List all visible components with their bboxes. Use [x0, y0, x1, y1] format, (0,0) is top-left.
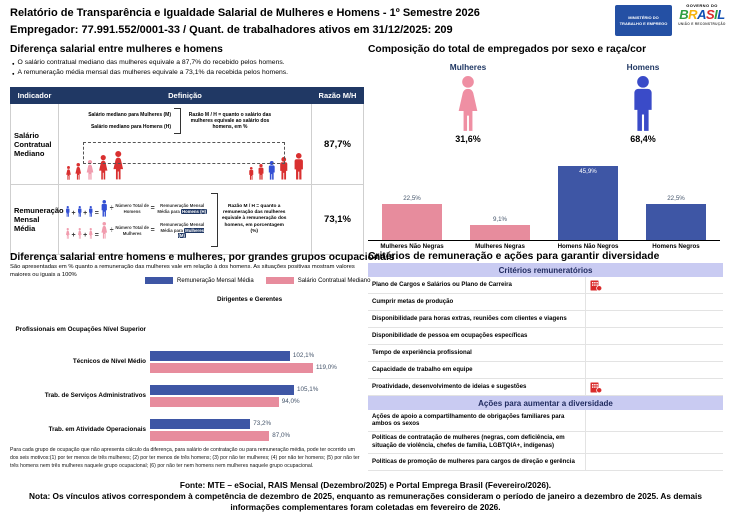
bracket-shape [174, 108, 181, 134]
composition-bar-group [544, 166, 632, 240]
bar-value-label: 22,5% [667, 194, 685, 202]
criteria-value-cell [585, 410, 723, 431]
report-footer [0, 480, 731, 512]
criteria-label: Disponibilidade para horas extras, reuniões com clientes e viagens [372, 315, 567, 323]
remuneration-criteria-header: Critérios remuneratórios [368, 263, 723, 277]
bar-value-label: 45,9% [579, 168, 597, 175]
legend-label: Salário Contratual Mediano [297, 277, 371, 284]
criteria-row [368, 294, 723, 311]
criteria-value-cell [585, 294, 723, 310]
man-pictogram-icon [629, 76, 657, 132]
indicator-cell: Remuneração Mensal Média [11, 185, 59, 255]
composition-bar-chart [368, 158, 720, 241]
ministry-logo [615, 5, 672, 36]
category-label: Homens Negros [652, 243, 700, 250]
group-bars [150, 351, 337, 373]
occupational-group [10, 383, 362, 408]
criteria-row [368, 362, 723, 379]
criteria-value-cell [585, 432, 723, 453]
woman-pictogram-icon [74, 163, 83, 180]
bar-row [150, 419, 290, 429]
criteria-label: Políticas de promoção de mulheres para cargos de direção e gerência [372, 457, 575, 465]
diff-bullets [12, 59, 364, 79]
median-women-label: Salário mediano para Mulheres (M) [88, 112, 171, 118]
men-result-chip: Homens (H) [181, 208, 207, 214]
man-pictogram-icon [100, 200, 109, 217]
bar [150, 397, 279, 407]
page-title: Relatório de Transparência e Igualdade Salarial de Mulheres e Homens - 1º Semestre 2026 [10, 7, 480, 19]
criterion-marker-icon [590, 382, 602, 393]
bar-row [150, 351, 337, 361]
women-result-label [156, 222, 208, 238]
col-header-razao: Razão M/H [312, 88, 364, 104]
criteria-label: Proatividade, desenvolvimento de ideias e sugestões [372, 383, 527, 391]
gov-logo-top-text: GOVERNO DO [686, 3, 718, 8]
criteria-label: Tempo de experiência profissional [372, 349, 472, 357]
criteria-label: Ações de apoio a compartilhamento de obrigações familiares para ambos os sexos [372, 412, 565, 428]
bullet-item: ● A remuneração média mensal das mulheres equivale a 73,1% da recebida pelos homens. [12, 69, 364, 76]
ratio-definition-text: Razão M / H = quanto o salário das mulheres equivale ao salário dos homens, em % [188, 111, 272, 131]
ratio-value: 73,1% [312, 185, 364, 255]
criteria-row [368, 432, 723, 454]
occupational-group [10, 349, 362, 374]
col-header-definicao: Definição [59, 88, 312, 104]
divide-sign: ÷ [109, 227, 114, 234]
criteria-row [368, 379, 723, 396]
bar [150, 385, 294, 395]
women-divisor-label: Número Total de Mulheres [115, 225, 149, 236]
category-label: Mulheres Não Negras [380, 243, 444, 250]
man-pictogram-icon [257, 164, 265, 180]
employer-subtitle: Empregador: 77.991.552/0001-33 / Quant. de trabalhadores ativos em 31/12/2025: 209 [10, 23, 453, 36]
group-bars [150, 419, 290, 441]
criteria-row [368, 345, 723, 362]
bar [382, 204, 442, 240]
legend-swatch-pink [266, 277, 294, 284]
criteria-label: Cumprir metas de produção [372, 298, 454, 306]
criteria-row [368, 311, 723, 328]
criteria-label: Políticas de contratação de mulheres (negras, com deficiência, em situação de violência, chefes de família, LGBTQIA+, indígenas) [372, 434, 565, 450]
woman-pictogram-icon [423, 76, 513, 132]
criteria-table [368, 263, 723, 471]
criteria-section-title: Critérios de remuneração e ações para garantir diversidade [368, 251, 660, 262]
criteria-label: Disponibilidade de pessoa em ocupações específicas [372, 332, 528, 340]
group-label: Trab. em Atividade Operacionais [48, 425, 146, 433]
legend-label: Remuneração Mensal Média [177, 277, 254, 284]
ministry-logo-text: MINISTÉRIO DO TRABALHO E EMPREGO [619, 14, 668, 26]
criteria-value-cell [585, 362, 723, 378]
women-percentage: 31,6% [455, 134, 481, 144]
criteria-value-cell [585, 379, 723, 395]
man-pictogram-icon [77, 206, 83, 217]
man-pictogram-icon [248, 167, 255, 180]
women-result-text: Remuneração Mensal Média para [160, 222, 205, 233]
woman-pictogram-icon [88, 228, 94, 239]
equals-sign: = [150, 227, 155, 234]
composition-bar-group [632, 195, 720, 240]
composition-section-title: Composição do total de empregados por sexo e raça/cor [368, 44, 647, 55]
men-divisor-label: Número Total de Homens [115, 203, 149, 214]
brasil-wordmark: BRASIL [679, 7, 725, 22]
criteria-row [368, 328, 723, 345]
bar-value-label: 102,1% [292, 352, 315, 359]
table-row [11, 104, 364, 185]
criteria-value-cell [585, 311, 723, 327]
bar-value-label: 9,1% [492, 216, 508, 224]
criteria-row [368, 277, 723, 294]
men-percentage: 68,4% [630, 134, 656, 144]
equals-sign: = [150, 205, 155, 212]
bar [470, 225, 530, 240]
women-result-chip: Mulheres (M) [178, 227, 204, 239]
table-row [11, 185, 364, 255]
group-label: Dirigentes e Gerentes [217, 295, 283, 303]
composition-category-labels [368, 243, 720, 250]
definition-cell [59, 185, 312, 255]
criteria-value-cell [585, 328, 723, 344]
remuneration-criteria-rows [368, 277, 723, 396]
composition-bar-group [456, 216, 544, 240]
criteria-value-cell [585, 454, 723, 470]
criteria-label: Capacidade de trabalho em equipe [372, 366, 473, 374]
criteria-row [368, 410, 723, 432]
bar-value-label: 22,5% [403, 194, 421, 202]
bullet-item: ● O salário contratual mediano das mulheres equivale a 87,7% do recebido pelos homens. [12, 59, 364, 66]
gov-logo-tagline: UNIÃO E RECONSTRUÇÃO [678, 21, 726, 26]
men-summary [598, 62, 688, 144]
bar [150, 351, 290, 361]
composition-bar-group [368, 195, 456, 240]
criteria-value-cell [585, 345, 723, 361]
bar [150, 419, 250, 429]
group-bars [150, 385, 318, 407]
ratio-definition-text: Razão M / H = quanto a remuneração das mulheres equivale à remuneração dos homens, em porcentagem (%) [221, 203, 287, 234]
bar [558, 166, 618, 240]
criteria-label: Plano de Cargos e Salários ou Plano de Carreira [372, 281, 512, 289]
bar-row [150, 363, 337, 373]
men-label: Homens [626, 62, 660, 72]
bar [150, 363, 313, 373]
col-header-indicador: Indicador [11, 88, 59, 104]
criteria-value-cell [585, 277, 723, 293]
woman-pictogram-icon [65, 228, 71, 239]
bar [646, 204, 706, 240]
occupational-caption: São apresentadas em % quanto a remuneração das mulheres vale em relação à dos homens. As situações positivas mostram valores maiores ou iguais a 100% [10, 264, 355, 278]
bracket-shape [211, 193, 218, 247]
legend-item [145, 277, 254, 284]
median-men-label: Salário mediano para Homens (H) [90, 124, 171, 130]
women-summary [423, 62, 513, 144]
diversity-actions-header: Ações para aumentar a diversidade [368, 396, 723, 410]
occupational-section-title: Diferença salarial entre homens e mulheres, por grandes grupos ocupacionais [10, 252, 395, 263]
diversity-actions-rows [368, 410, 723, 471]
gov-brasil-logo [677, 3, 727, 41]
bar-value-label: 73,2% [253, 420, 272, 427]
woman-pictogram-icon [77, 228, 83, 239]
median-dashed-box [83, 142, 285, 164]
bar-row [150, 385, 318, 395]
legend-item [266, 277, 371, 284]
criteria-row [368, 454, 723, 471]
men-result-text: Remuneração Mensal Média para [157, 203, 205, 214]
man-pictogram-icon [88, 206, 94, 217]
men-pictograms: + + = [65, 200, 108, 217]
bar-row [150, 431, 290, 441]
legend-swatch-blue [145, 277, 173, 284]
bar-value-label: 94,0% [281, 398, 300, 405]
women-label: Mulheres [449, 62, 487, 72]
occupational-footnote: Para cada grupo de ocupação que não apresenta cálculo da diferença, para salário de contratação ou para remuneração média, pode ter ocorrido um dos seis motivos:(1) por ter menos de três mulheres; (2) por ter menos de três homens; (3) por não ter mulheres; (4) por não ter homens; (5) por não ter três homens nem três mulheres naquele grupo ocupacional; (6) por não ter nem homens nem mulheres naquele grupo ocupacional. [10, 447, 360, 469]
woman-pictogram-icon [100, 222, 109, 239]
man-pictogram-icon [598, 76, 688, 132]
man-pictogram-icon [292, 153, 306, 180]
men-average-formula [65, 200, 208, 217]
ratio-value: 87,7% [312, 104, 364, 185]
women-average-formula [65, 222, 208, 239]
bar [150, 431, 269, 441]
occupational-group [10, 319, 362, 340]
report-header [10, 5, 610, 38]
occupational-group [10, 417, 362, 442]
occupational-bar-chart [10, 289, 362, 451]
source-line: Fonte: MTE – eSocial, RAIS Mensal (Dezembro/2025) e Portal Emprega Brasil (Fevereiro/2026). [179, 480, 552, 490]
criterion-marker-icon [590, 280, 602, 291]
woman-pictogram-icon [65, 166, 72, 180]
category-label: Homens Não Negros [557, 243, 619, 250]
bar-value-label: 119,0% [316, 364, 337, 371]
man-pictogram-icon [65, 206, 71, 217]
indicator-cell: Salário Contratual Mediano [11, 104, 59, 185]
indicator-table [10, 87, 364, 255]
divide-sign: ÷ [109, 205, 114, 212]
diff-section-title: Diferença salarial entre mulheres e homens [10, 44, 223, 55]
occupational-group [10, 289, 362, 310]
women-pictograms: + + = [65, 222, 108, 239]
group-label: Trab. de Serviços Administrativos [44, 391, 146, 399]
woman-pictogram-icon [454, 76, 482, 132]
men-result-label [156, 203, 208, 214]
group-label: Técnicos de Nível Médio [72, 357, 146, 365]
category-label: Mulheres Negras [475, 243, 525, 250]
group-label: Profissionais em Ocupações Nível Superior [15, 325, 146, 333]
bar-row [150, 397, 318, 407]
occupational-legend [145, 277, 370, 284]
definition-cell [59, 104, 312, 185]
bar-value-label: 105,1% [297, 386, 319, 393]
bar-value-label: 87,0% [272, 432, 291, 439]
note-line: Nota: Os vínculos ativos correspondem à competência de dezembro de 2025, enquanto as remunerações consideram o período de janeiro a dezembro de 2025. As demais informações complementares foram coletadas em fevereiro de 2026. [29, 490, 702, 512]
